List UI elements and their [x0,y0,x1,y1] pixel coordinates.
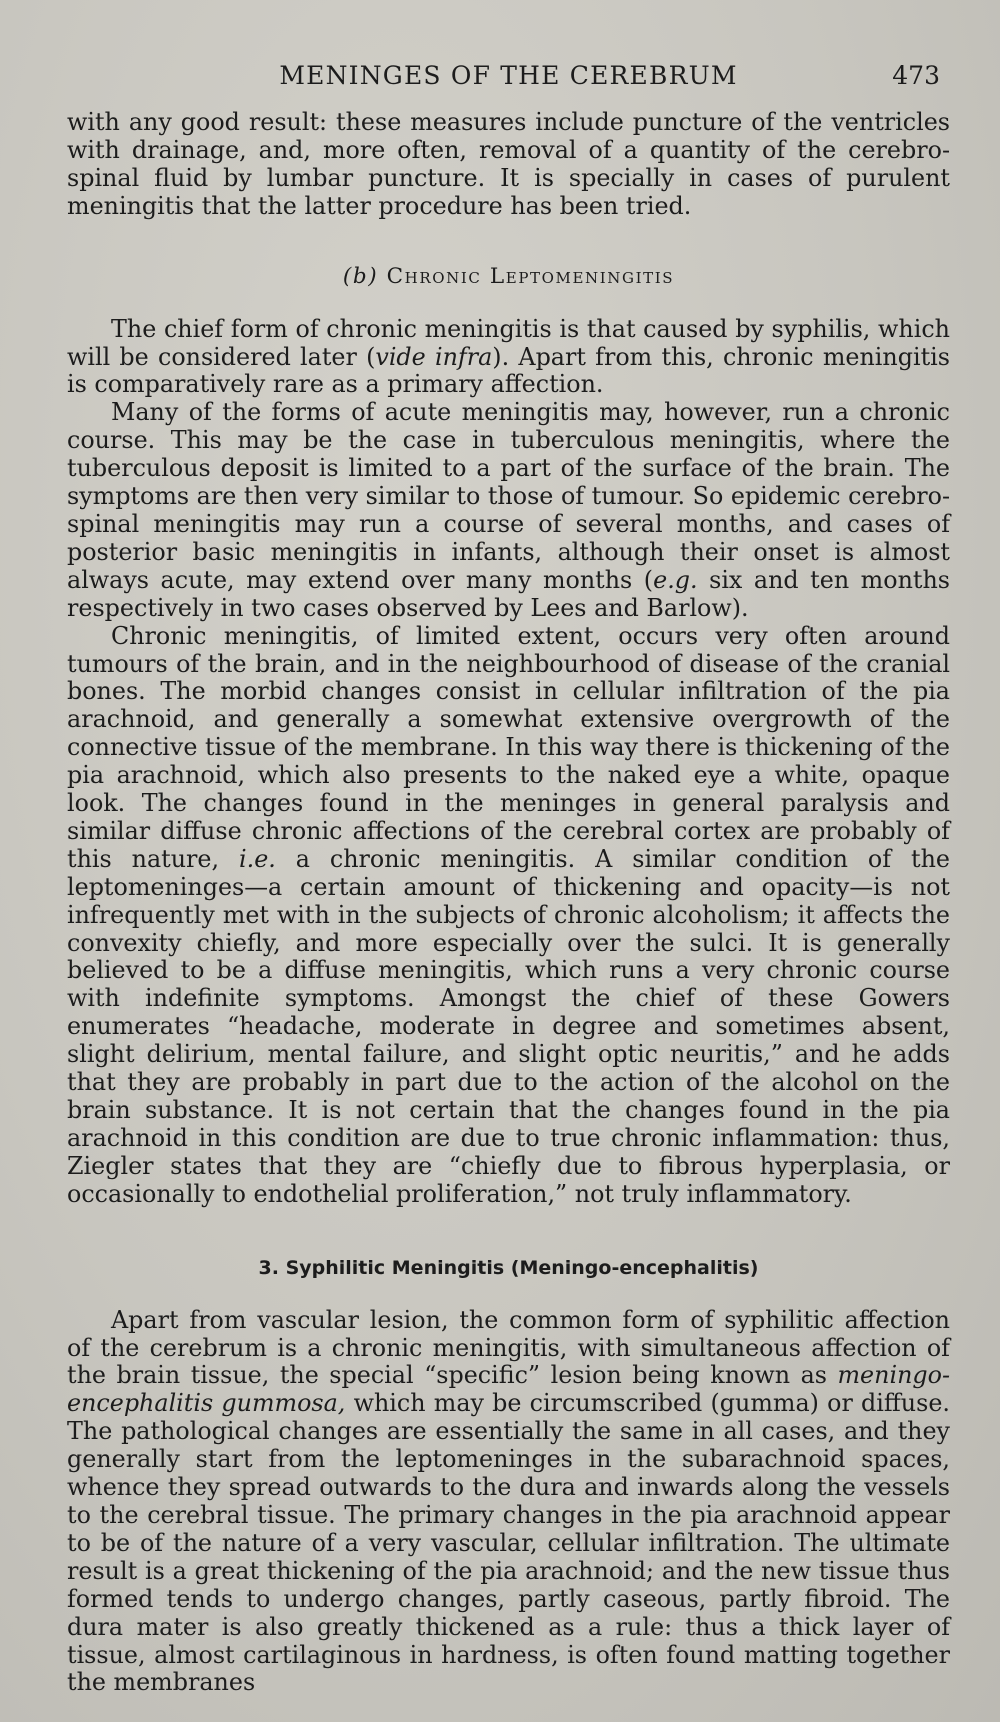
body-text [67,109,950,1697]
subsection-title: Chronic Leptomeningitis [386,263,675,289]
italic-phrase: i.e. [239,844,276,873]
paragraph-text: The chief form of chronic meningitis is that caused by syphilis, which will be considered later ( [67,314,950,371]
paragraph-text: which may be circumscribed (gumma) or diffuse. The pathological changes are essentially the same in all cases, and they generally start from the leptomeninges in the subarachnoid spaces, whence they spread outwards to the dura and inwards along the vessels to the cerebral tissue. The primary changes in the pia arachnoid appear to be of the nature of a very vascular, cellular infiltration. The ultimate result is a great thickening of the pia arachnoid; and the new tissue thus formed tends to undergo changes, partly caseous, partly fibroid. The dura mater is also greatly thickened as a rule: thus a thick layer of tissue, almost cartilaginous in hardness, is often found matting together the membranes [67,1389,950,1697]
running-head [67,58,950,98]
paragraph-text: six and ten months respectively in two cases observed by Lees and Barlow). [67,565,950,622]
subsection-label: (b) [342,263,379,289]
book-page [67,0,950,1722]
italic-phrase: vide infra [375,342,493,371]
paragraph-text: Apart from vascular lesion, the common form of syphilitic affection of the cerebrum is a chronic meningitis, with simultaneous affection of the brain tissue, the special “specific” lesion being known as [67,1305,950,1390]
running-title: MENINGES OF THE CEREBRUM [279,61,738,90]
paragraph-text: ). Apart from this, chronic meningitis is comparatively rare as a primary affection. [67,342,950,399]
subsection-heading [67,264,950,290]
paragraph-continuation: with any good result: these measures include puncture of the ventricles with drainage, and, more often, removal of a quantity of the cerebro-spinal fluid by lumbar puncture. It is specially in cases of purulent meningitis that the latter procedure has been tried. [67,108,950,220]
section-heading: 3. Syphilitic Meningitis (Meningo-encephalitis) [258,1256,759,1279]
paragraph-acute-forms [67,399,950,622]
paragraph-limited-extent [67,623,950,1209]
paragraph-chief-form [67,316,950,400]
italic-phrase: meningo-encephalitis gummosa, [67,1361,950,1418]
paragraph-syphilitic [67,1307,950,1698]
paragraph-text: Many of the forms of acute meningitis may, however, run a chronic course. This may be the case in tuberculous meningitis, where the tuberculous deposit is limited to a part of the surface of the brain. The symptoms are then very similar to those of tumour. So epidemic cerebro-spinal meningitis may run a course of several months, and cases of posterior basic meningitis in infants, although their onset is almost always acute, may extend over many months ( [67,398,950,594]
paragraph-text: a chronic meningitis. A similar condition of the leptomeninges—a certain amount of thickening and opacity—is not infrequently met with in the subjects of chronic alcoholism; it affects the convexity chiefly, and more especially over the sulci. It is generally believed to be a diffuse meningitis, which runs a very chronic course with indefinite symptoms. Amongst the chief of these Gowers enumerates “headache, moderate in degree and sometimes absent, slight delirium, mental failure, and slight optic neuritis,” and he adds that they are probably in part due to the action of the alcohol on the brain substance. It is not certain that the changes found in the pia arachnoid in this condition are due to true chronic inflammation: thus, Ziegler states that they are “chiefly due to fibrous hyperplasia, or occasionally to endothelial proliferation,” not truly inflammatory. [67,844,950,1208]
paragraph-text: Chronic meningitis, of limited extent, occurs very often around tumours of the brain, and in the neighbourhood of disease of the cranial bones. The morbid changes consist in cellular infiltration of the pia arachnoid, and generally a somewhat extensive overgrowth of the connective tissue of the membrane. In this way there is thickening of the pia arachnoid, which also presents to the naked eye a white, opaque look. The changes found in the meninges in general paralysis and similar diffuse chronic affections of the cerebral cortex are probably of this nature, [67,621,950,873]
page-number: 473 [892,61,940,90]
italic-phrase: e.g. [653,565,698,594]
